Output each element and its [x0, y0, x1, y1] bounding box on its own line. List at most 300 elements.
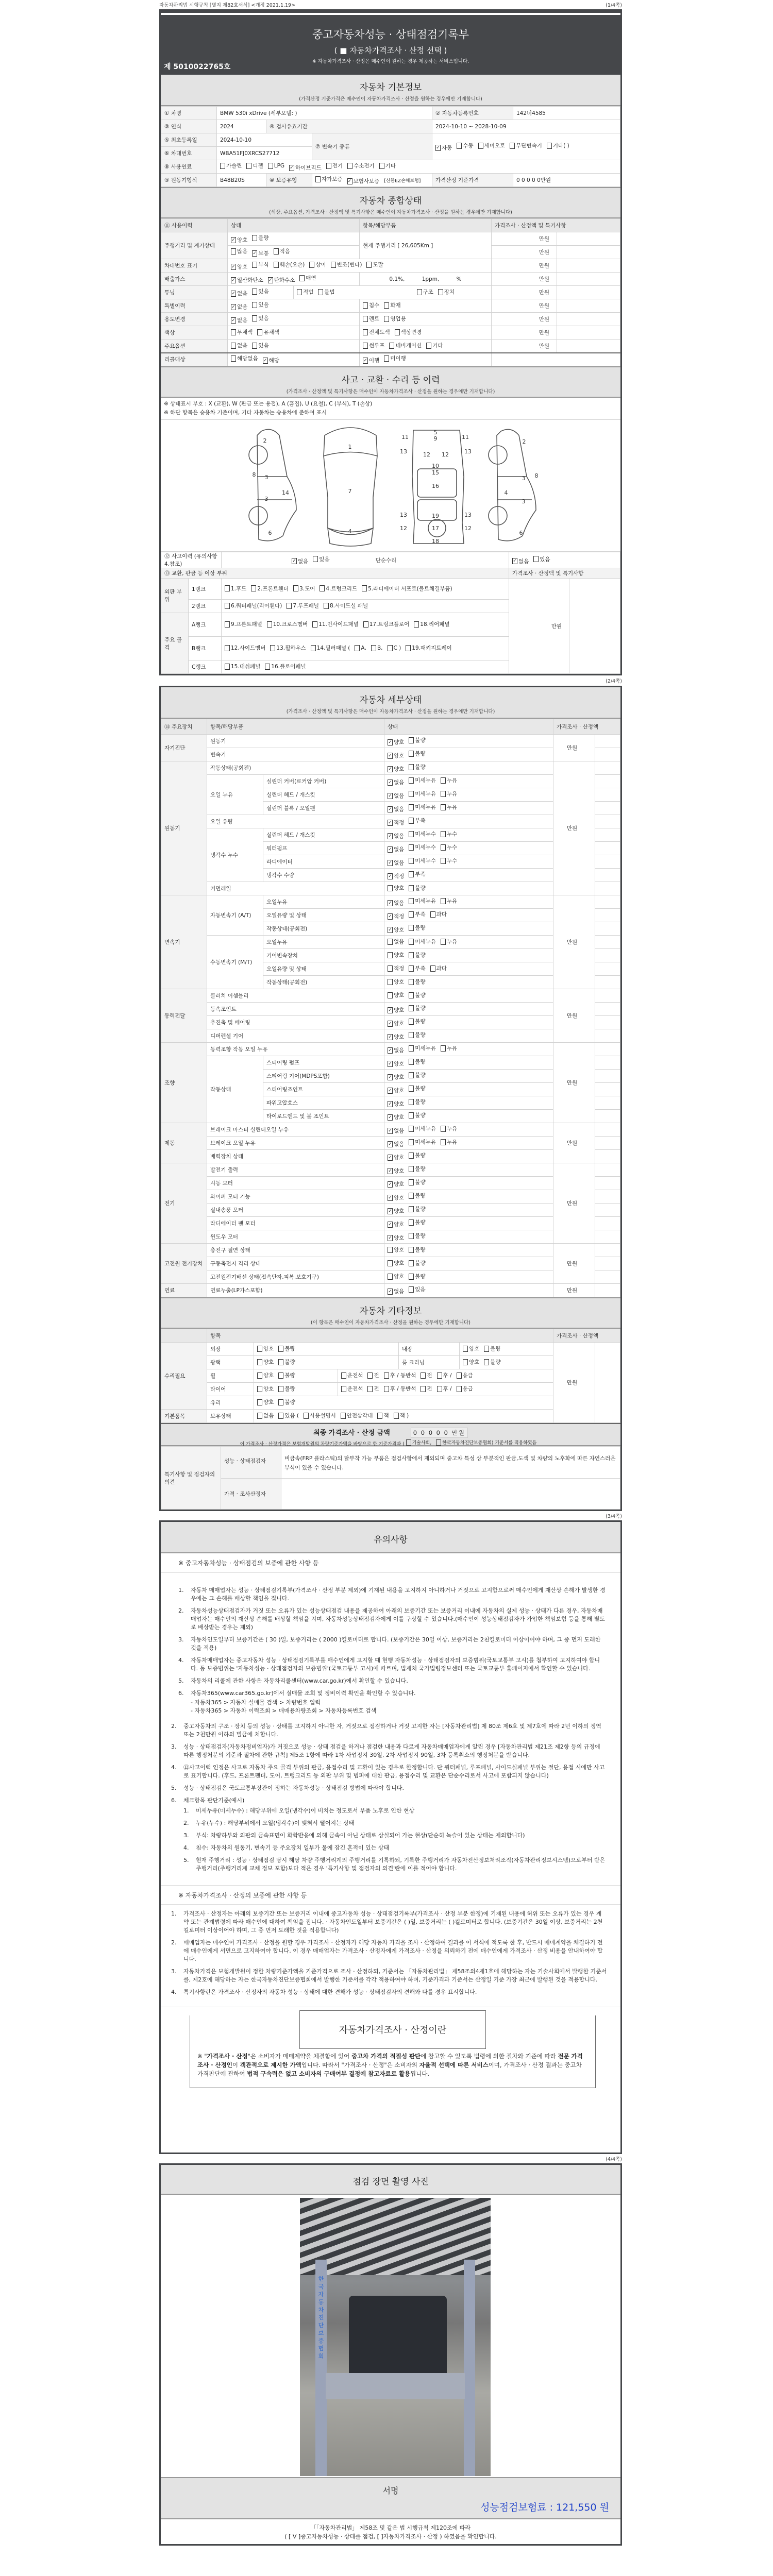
checkbox-option[interactable] — [409, 750, 425, 757]
table-row — [161, 1150, 620, 1163]
checkbox-option[interactable] — [231, 290, 247, 297]
checkbox-option[interactable] — [252, 287, 268, 295]
checkbox-option[interactable] — [252, 301, 268, 309]
checkbox-option[interactable] — [362, 585, 452, 592]
price-field[interactable] — [595, 1043, 620, 1056]
checkbox-option[interactable] — [287, 602, 319, 609]
checkbox-option[interactable] — [388, 1167, 404, 1175]
group-label: 원동기 — [161, 761, 207, 895]
price-field[interactable] — [595, 1204, 620, 1217]
item-label: 광택 — [207, 1356, 254, 1369]
price-field[interactable] — [595, 802, 620, 815]
part-number-label: 13 — [464, 448, 472, 455]
checkbox-option[interactable] — [363, 328, 390, 336]
checkbox-option[interactable] — [347, 162, 375, 170]
checkbox-option[interactable] — [225, 644, 265, 652]
price-field[interactable] — [557, 246, 620, 259]
checkbox-option[interactable] — [225, 620, 262, 628]
price-field[interactable] — [595, 1083, 620, 1096]
price-field[interactable] — [595, 949, 620, 962]
price-field[interactable] — [595, 842, 620, 855]
price-field[interactable] — [595, 1343, 620, 1423]
price-field[interactable] — [595, 828, 620, 842]
checkbox-option[interactable] — [341, 1412, 373, 1419]
checkbox-option[interactable] — [388, 1087, 404, 1094]
checkbox-option[interactable] — [441, 1044, 457, 1052]
price-field[interactable] — [595, 775, 620, 788]
checkbox-option[interactable] — [406, 1439, 432, 1446]
checkbox-option[interactable] — [409, 1232, 425, 1240]
checkbox-option[interactable] — [251, 585, 289, 592]
checkbox-option[interactable] — [292, 557, 308, 565]
checkbox-option[interactable] — [252, 314, 268, 322]
checkbox-option[interactable] — [409, 1273, 425, 1280]
checkbox-option[interactable] — [441, 803, 457, 811]
checkbox-option[interactable] — [437, 1371, 452, 1379]
checkbox-option[interactable] — [388, 1140, 404, 1148]
checkbox-option[interactable] — [409, 1058, 425, 1065]
checkbox-option[interactable] — [384, 1385, 416, 1393]
checkbox-option[interactable] — [388, 1020, 404, 1027]
price-field[interactable] — [595, 815, 620, 828]
checkbox-option[interactable] — [257, 1345, 274, 1352]
checkbox-option[interactable] — [388, 951, 404, 959]
checkbox-option[interactable] — [406, 644, 452, 652]
checkbox-option[interactable] — [388, 1221, 404, 1228]
checkbox-option[interactable] — [267, 620, 308, 628]
checkbox-option[interactable] — [436, 1439, 536, 1446]
checkbox-option[interactable] — [265, 663, 306, 670]
price-field[interactable] — [595, 1190, 620, 1204]
column-header: ⑪ 사용이력 — [161, 219, 228, 232]
price-field[interactable] — [595, 761, 620, 775]
checkbox-icon — [225, 645, 230, 651]
checkbox-option[interactable] — [463, 1358, 479, 1366]
checkbox-option[interactable] — [441, 897, 457, 905]
checkbox-option[interactable] — [426, 342, 443, 349]
price-field[interactable] — [595, 788, 620, 802]
checkbox-option[interactable] — [409, 978, 425, 986]
info-text: 됩니다. — [410, 2070, 430, 2077]
price-field[interactable] — [595, 1230, 620, 1244]
option-label: 보통 — [258, 250, 269, 257]
checkbox-option[interactable] — [388, 1006, 404, 1014]
checkbox-option[interactable] — [297, 288, 313, 296]
price-field[interactable] — [595, 1003, 620, 1016]
checkbox-option[interactable] — [409, 1031, 425, 1039]
checkbox-option[interactable] — [409, 1165, 425, 1173]
checkbox-option[interactable] — [379, 162, 396, 170]
checkbox-option[interactable] — [231, 303, 247, 311]
checkbox-option[interactable] — [388, 938, 404, 945]
checkbox-option[interactable] — [409, 1084, 425, 1092]
checkbox-option[interactable] — [384, 315, 406, 323]
checkbox-option[interactable] — [414, 620, 449, 628]
checkbox-option[interactable] — [388, 899, 404, 907]
price-field[interactable] — [595, 976, 620, 989]
checkbox-icon — [268, 163, 273, 169]
checkbox-option[interactable] — [388, 859, 404, 867]
item-number: 3. — [178, 1636, 184, 1643]
price-field[interactable] — [595, 922, 620, 936]
checkbox-option[interactable] — [263, 357, 279, 364]
checkbox-option[interactable] — [278, 1371, 295, 1379]
checkbox-option[interactable] — [318, 288, 334, 296]
checkbox-option[interactable] — [231, 236, 247, 244]
price-field[interactable] — [595, 1070, 620, 1083]
price-field[interactable] — [557, 299, 620, 313]
item-number: 5. — [183, 1857, 189, 1863]
checkbox-option[interactable] — [388, 778, 404, 786]
price-field[interactable] — [595, 1016, 620, 1029]
checkbox-option[interactable] — [257, 1371, 274, 1379]
price-field[interactable] — [595, 962, 620, 976]
price-field[interactable] — [595, 909, 620, 922]
status-options — [384, 989, 553, 1003]
checkbox-option[interactable] — [409, 1125, 436, 1132]
checkbox-option[interactable] — [409, 1071, 425, 1079]
checkbox-option[interactable] — [409, 1218, 425, 1226]
checkbox-option[interactable] — [388, 1180, 404, 1188]
price-field[interactable] — [557, 313, 620, 326]
checkbox-option[interactable] — [441, 938, 457, 945]
checkbox-option[interactable] — [252, 234, 268, 242]
checkbox-icon — [409, 1086, 414, 1092]
checkbox-option[interactable] — [441, 843, 457, 851]
checkbox-option[interactable] — [409, 817, 425, 824]
price-field[interactable] — [557, 326, 620, 340]
checkbox-option[interactable] — [388, 991, 404, 999]
checkbox-option[interactable] — [388, 1194, 404, 1201]
checkbox-option[interactable] — [270, 644, 306, 652]
checkbox-option[interactable] — [388, 752, 404, 759]
checkbox-option[interactable] — [512, 557, 529, 565]
checkbox-option[interactable] — [363, 357, 379, 364]
checkbox-option[interactable] — [388, 845, 404, 853]
checkbox-option[interactable] — [409, 1004, 425, 1012]
price-field[interactable] — [595, 1163, 620, 1177]
checkbox-option[interactable] — [363, 342, 384, 349]
checkbox-option[interactable] — [388, 884, 404, 892]
checkbox-option[interactable] — [441, 857, 457, 865]
checkbox-option[interactable] — [268, 163, 284, 169]
checkbox-option[interactable] — [409, 736, 425, 744]
checkbox-option[interactable] — [324, 602, 368, 609]
checkbox-option[interactable] — [409, 897, 436, 905]
option-label: 있음 ( — [284, 1413, 299, 1419]
checkbox-option[interactable] — [388, 1033, 404, 1041]
checkbox-option[interactable] — [547, 140, 569, 151]
checkbox-option[interactable] — [231, 342, 247, 349]
price-field[interactable] — [557, 286, 620, 299]
checkbox-option[interactable] — [312, 620, 359, 628]
checkbox-option[interactable] — [366, 261, 383, 268]
checkbox-option[interactable] — [388, 1207, 404, 1215]
price-field[interactable] — [595, 895, 620, 909]
checkbox-option[interactable] — [220, 162, 242, 170]
checkbox-option[interactable] — [388, 1100, 404, 1108]
checkbox-option[interactable] — [289, 164, 322, 172]
status-options — [384, 855, 553, 869]
checkbox-option[interactable] — [299, 274, 316, 282]
checkbox-option[interactable] — [252, 342, 268, 349]
checkbox-option[interactable] — [409, 830, 436, 838]
checkbox-option[interactable] — [478, 140, 506, 151]
price-field[interactable] — [595, 1096, 620, 1110]
checkbox-option[interactable] — [388, 1046, 404, 1054]
checkbox-option[interactable] — [388, 832, 404, 840]
checkbox-option[interactable] — [409, 1018, 425, 1025]
checkbox-option[interactable] — [231, 247, 247, 255]
checkbox-option[interactable] — [395, 328, 422, 336]
checkbox-option[interactable] — [484, 1358, 500, 1366]
status-options — [384, 882, 553, 895]
price-unit: 만원 — [553, 989, 595, 1043]
checkbox-option[interactable] — [257, 1385, 274, 1393]
checkbox-option[interactable] — [246, 162, 263, 170]
checkbox-option[interactable] — [278, 1398, 295, 1406]
checkbox-option[interactable] — [409, 938, 436, 945]
checkbox-option[interactable] — [384, 354, 406, 362]
checkbox-option[interactable] — [268, 276, 295, 284]
checkbox-option[interactable] — [533, 555, 550, 563]
checkbox-option[interactable] — [409, 951, 425, 959]
price-field[interactable] — [595, 989, 620, 1003]
checkbox-icon — [287, 603, 292, 609]
table-row — [161, 1217, 620, 1230]
checkbox-option[interactable] — [417, 288, 433, 296]
price-field[interactable] — [557, 273, 620, 286]
checkbox-option[interactable] — [388, 1273, 404, 1280]
option-label: 썬루프 — [369, 343, 385, 349]
checkbox-option[interactable] — [367, 1371, 379, 1379]
checkbox-option[interactable] — [309, 261, 326, 268]
checkbox-option[interactable] — [231, 263, 247, 270]
checkbox-option[interactable] — [326, 162, 343, 170]
checkbox-option[interactable] — [341, 1385, 363, 1393]
checkbox-option[interactable] — [409, 964, 425, 972]
info-text: ※ " — [197, 2053, 207, 2060]
checkbox-option[interactable] — [438, 288, 455, 296]
checkbox-option[interactable] — [409, 1205, 425, 1213]
checkbox-option[interactable] — [409, 910, 425, 918]
checkbox-option[interactable] — [252, 261, 268, 268]
option-label: 불량 — [415, 1274, 426, 1280]
checkbox-option[interactable] — [225, 663, 260, 670]
checkbox-option[interactable] — [231, 328, 253, 336]
checkbox-option[interactable] — [388, 964, 404, 972]
checkbox-option[interactable] — [409, 1044, 436, 1052]
checked-box-icon: ✓ — [388, 1168, 392, 1174]
checkbox-option[interactable] — [257, 328, 279, 336]
checkbox-option[interactable] — [409, 991, 425, 999]
checkbox-option[interactable] — [409, 1246, 425, 1253]
item-label: 냉각수 수량 — [263, 869, 384, 882]
price-field[interactable] — [595, 869, 620, 882]
checkbox-option[interactable] — [278, 1412, 299, 1419]
price-field[interactable] — [557, 259, 620, 273]
checkbox-option[interactable] — [257, 1358, 274, 1366]
checkbox-option[interactable] — [388, 805, 404, 813]
checkbox-option[interactable] — [388, 1246, 404, 1253]
price-field[interactable] — [595, 735, 620, 748]
checkbox-option[interactable] — [388, 872, 404, 880]
checkbox-option[interactable] — [278, 1345, 295, 1352]
checkbox-option[interactable] — [421, 1371, 432, 1379]
checkbox-option[interactable] — [394, 1412, 409, 1419]
checkbox-option[interactable] — [377, 1412, 389, 1419]
price-field[interactable] — [595, 1150, 620, 1163]
checkbox-option[interactable] — [409, 1111, 425, 1119]
checkbox-option[interactable] — [252, 249, 268, 257]
checkbox-option[interactable] — [371, 645, 383, 651]
checkbox-option[interactable] — [231, 354, 258, 362]
checkbox-option[interactable] — [409, 870, 425, 878]
checkbox-option[interactable] — [311, 644, 350, 652]
checkbox-option[interactable] — [278, 1385, 295, 1393]
checkbox-option[interactable] — [257, 1412, 274, 1419]
price-field[interactable] — [595, 882, 620, 895]
checkbox-option[interactable] — [363, 620, 410, 628]
checkbox-option[interactable] — [457, 1385, 473, 1393]
price-field[interactable] — [595, 1110, 620, 1123]
price-field[interactable] — [557, 340, 620, 353]
checkbox-option[interactable] — [388, 1154, 404, 1161]
checkbox-option[interactable] — [388, 978, 404, 986]
checkbox-option[interactable] — [441, 790, 457, 798]
checkbox-option[interactable] — [355, 645, 366, 651]
checkbox-option[interactable] — [484, 1345, 500, 1352]
status-options — [384, 1070, 553, 1083]
checkbox-option[interactable] — [441, 1125, 457, 1132]
checkbox-option[interactable] — [257, 1398, 274, 1406]
price-field[interactable] — [595, 1284, 620, 1297]
option-label: 있음 — [258, 343, 269, 349]
checkbox-option[interactable] — [430, 910, 447, 918]
checkbox-option[interactable] — [409, 763, 425, 771]
checkbox-option[interactable] — [409, 1259, 425, 1267]
checkbox-option[interactable] — [388, 912, 404, 920]
checkbox-option[interactable] — [409, 924, 425, 931]
checkbox-option[interactable] — [304, 1412, 336, 1419]
price-field[interactable] — [557, 232, 620, 246]
checkbox-option[interactable] — [347, 177, 380, 185]
checkbox-option[interactable] — [274, 247, 290, 255]
checkbox-option[interactable] — [435, 142, 452, 154]
checkbox-option[interactable] — [409, 843, 436, 851]
checkbox-option[interactable] — [389, 342, 422, 349]
checkbox-icon — [367, 1372, 373, 1379]
checkbox-option[interactable] — [388, 926, 404, 934]
option-label: 없음 — [394, 939, 405, 945]
checkbox-option[interactable] — [388, 1234, 404, 1242]
checkbox-option[interactable] — [441, 830, 457, 838]
price-field[interactable] — [595, 1270, 620, 1284]
checkbox-option[interactable] — [409, 1138, 436, 1146]
option-label: 양호 — [263, 1386, 274, 1393]
checkbox-option[interactable] — [409, 790, 436, 798]
option-label: 많음 — [237, 248, 248, 255]
checkbox-option[interactable] — [441, 776, 457, 784]
checkbox-option[interactable] — [363, 315, 379, 323]
checkbox-option[interactable] — [278, 1358, 295, 1366]
status-options — [384, 1284, 553, 1297]
checkbox-option[interactable] — [409, 1178, 425, 1186]
checkbox-option[interactable] — [457, 140, 473, 151]
checkbox-option[interactable] — [384, 1371, 416, 1379]
checkbox-option[interactable] — [409, 857, 436, 865]
checkbox-option[interactable] — [388, 792, 404, 800]
checkbox-option[interactable] — [231, 316, 247, 324]
checkbox-option[interactable] — [313, 555, 329, 563]
checkbox-option[interactable] — [437, 1385, 452, 1393]
checkbox-option[interactable] — [409, 1285, 425, 1293]
price-field[interactable] — [595, 1177, 620, 1190]
price-field[interactable] — [595, 855, 620, 869]
checkbox-option[interactable] — [430, 964, 447, 972]
checkbox-option[interactable] — [315, 175, 343, 183]
checkbox-option[interactable] — [367, 1385, 379, 1393]
checkbox-option[interactable] — [409, 884, 425, 892]
checkbox-option[interactable] — [388, 819, 404, 826]
checkbox-option[interactable] — [421, 1385, 432, 1393]
price-field[interactable] — [595, 1257, 620, 1270]
checkbox-option[interactable] — [341, 1371, 363, 1379]
price-field[interactable] — [595, 1137, 620, 1150]
checkbox-option[interactable] — [274, 261, 305, 268]
checkbox-option[interactable] — [388, 1127, 404, 1134]
price-field[interactable] — [595, 1056, 620, 1070]
checkbox-option[interactable] — [409, 803, 436, 811]
price-field[interactable] — [595, 1029, 620, 1043]
checkbox-option[interactable] — [363, 301, 379, 309]
checkbox-option[interactable] — [409, 776, 436, 784]
checkbox-option[interactable] — [388, 1113, 404, 1121]
price-field[interactable] — [595, 748, 620, 761]
checkbox-icon — [341, 1386, 346, 1392]
checkbox-option[interactable] — [225, 585, 246, 592]
checkbox-option[interactable] — [231, 276, 263, 284]
checkbox-option[interactable] — [388, 1259, 404, 1267]
checkbox-option[interactable] — [320, 585, 357, 592]
checkbox-option[interactable] — [293, 585, 315, 592]
item-text: 체크항목 판단기준(예시) — [183, 1797, 245, 1804]
price-field[interactable] — [569, 579, 620, 674]
checkbox-icon — [225, 664, 230, 670]
price-field[interactable] — [595, 1244, 620, 1257]
checkbox-option[interactable] — [384, 301, 400, 309]
checkbox-option[interactable] — [388, 738, 404, 746]
price-field[interactable] — [595, 1123, 620, 1137]
checkbox-option[interactable] — [457, 1371, 473, 1379]
checkbox-option[interactable] — [388, 1060, 404, 1067]
checkbox-option[interactable] — [409, 1098, 425, 1106]
checkbox-option[interactable] — [441, 1138, 457, 1146]
price-field[interactable] — [595, 936, 620, 949]
price-field[interactable] — [595, 1217, 620, 1230]
checkbox-option[interactable] — [388, 765, 404, 773]
checkbox-option[interactable] — [510, 140, 542, 151]
checkbox-option[interactable] — [225, 602, 282, 609]
checkbox-option[interactable] — [409, 1151, 425, 1159]
info-box-title: 자동차가격조사 · 산정이란 — [299, 2010, 486, 2049]
checkbox-option[interactable] — [463, 1345, 479, 1352]
checkbox-option[interactable] — [331, 261, 362, 268]
checkbox-option[interactable] — [388, 645, 401, 651]
checkbox-option[interactable] — [409, 1192, 425, 1199]
checkbox-option[interactable] — [388, 1287, 404, 1295]
checkbox-option[interactable] — [388, 1073, 404, 1081]
